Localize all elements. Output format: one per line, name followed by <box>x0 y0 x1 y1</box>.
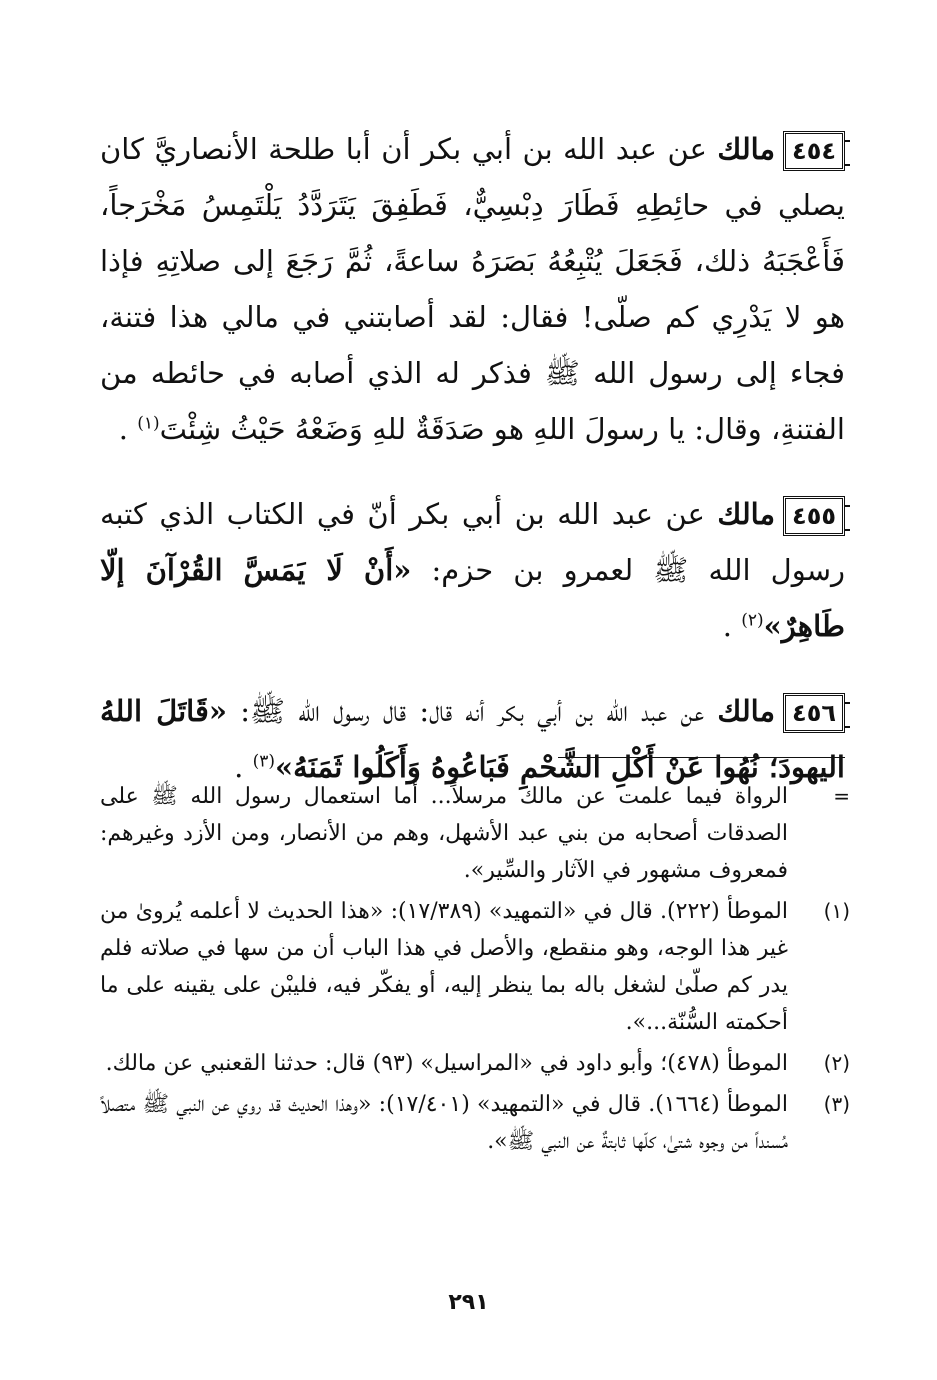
hadith-end: . <box>118 412 138 446</box>
hadith-text: عن عبد الله بن أبي بكر أنّ في الكتاب الذي كتبه رسول الله ﷺ لعمرو بن حزم: <box>100 497 846 587</box>
hadith-454 <box>100 121 845 457</box>
footnote-ref: (١) <box>137 413 160 434</box>
footnotes <box>100 778 850 1164</box>
footnote-text: الرواة فيما علمت عن مالك مرسلاً... أما استعمال رسول الله ﷺ على الصدقات أصحابه من بني عبد الأشهل، وهم من الأنصار، ومن الأزد وغيرهم: فمعروف مشهور في الآثار والسِّير». <box>100 784 788 883</box>
footnote-item <box>100 778 850 889</box>
hadith-end: . <box>234 750 253 784</box>
hadith-text: عن عبد الله بن أبي بكر أنه قال: قال رسول الله ﷺ: <box>227 694 705 728</box>
hadith-end: . <box>722 609 742 643</box>
footnote-mark: = <box>833 784 850 808</box>
narrator-name: مالك <box>717 132 776 166</box>
footnote-text: الموطأ (١٦٦٤). قال في «التمهيد» (١٧/٤٠١): «وهذا الحديث قد روي عن النبي ﷺ متصلاً مُسنداً من وجوه شتىٰ، كلّها ثابتةٌ عن النبي ﷺ». <box>100 1092 788 1154</box>
narrator-name: مالك <box>717 497 776 531</box>
page-number: ٢٩١ <box>448 1290 489 1315</box>
footnote-item <box>100 1045 850 1082</box>
hadith-number-badge: ٤٥٤ <box>783 131 845 171</box>
footnote-text: الموطأ (٢٢٢). قال في «التمهيد» (١٧/٣٨٩): «هذا الحديث لا أعلمه يُروىٰ من غير هذا الوجه، وهو منقطع، والأصل في هذا الباب أن من سها في صلاته فلم يدر كم صلّىٰ لشغل باله بما ينظر إليه، أو يفكّر فيه، فليبْن على يقينه على ما أحكمته السُّنّة...». <box>100 899 788 1035</box>
hadith-quote: «أَنْ لَا يَمَسَّ القُرْآنَ إلّا طَاهِرٌ» <box>100 553 845 643</box>
hadith-number-badge: ٤٥٥ <box>783 496 845 536</box>
footnote-text: الموطأ (٤٧٨)؛ وأبو داود في «المراسيل» (٩٣) قال: حدثنا القعنبي عن مالك. <box>105 1051 788 1076</box>
footnote-ref: (٣) <box>252 751 276 772</box>
footnote-mark: (٢) <box>823 1051 850 1075</box>
hadith-quote: «قَاتَلَ اللهُ اليهودَ؛ نُهُوا عَنْ أَكْلِ الشَّحْمِ فَبَاعُوهُ وَأَكَلُوا ثَمَنَهُ» <box>100 694 845 784</box>
footnote-item <box>100 893 850 1041</box>
narrator-name: مالك <box>717 694 776 728</box>
footnote-ref: (٢) <box>741 610 764 631</box>
hadith-number-badge: ٤٥٦ <box>783 693 845 733</box>
hadith-text: عن عبد الله بن أبي بكر أن أبا طلحة الأنصاريَّ كان يصلي في حائِطِهِ فَطَارَ دِبْسِيٌّ، فَطَفِقَ يَتَرَدَّدُ يَلْتَمِسُ مَخْرَجاً، فَأَعْجَبَهُ ذلك، فَجَعَلَ يُتْبِعُهُ بَصَرَهُ ساعةً، ثُمَّ رَجَعَ إلى صلاتِهِ فإذا هو لا يَدْرِي كم صلّى! فقال: لقد أصابتني في مالي هذا فتنة، فجاء إلى رسول الله ﷺ فذكر له الذي أصابه في حائطه من الفتنةِ، وقال: يا رسولَ اللهِ هو صَدَقَةٌ للهِ وَضَعْهُ حَيْثُ شِئْتَ <box>100 132 845 446</box>
main-text <box>100 92 845 809</box>
footnote-mark: (١) <box>823 899 850 923</box>
hadith-455 <box>100 486 845 654</box>
footnote-mark: (٣) <box>823 1092 850 1116</box>
footnote-item <box>100 1086 850 1160</box>
footnote-separator <box>558 757 845 758</box>
